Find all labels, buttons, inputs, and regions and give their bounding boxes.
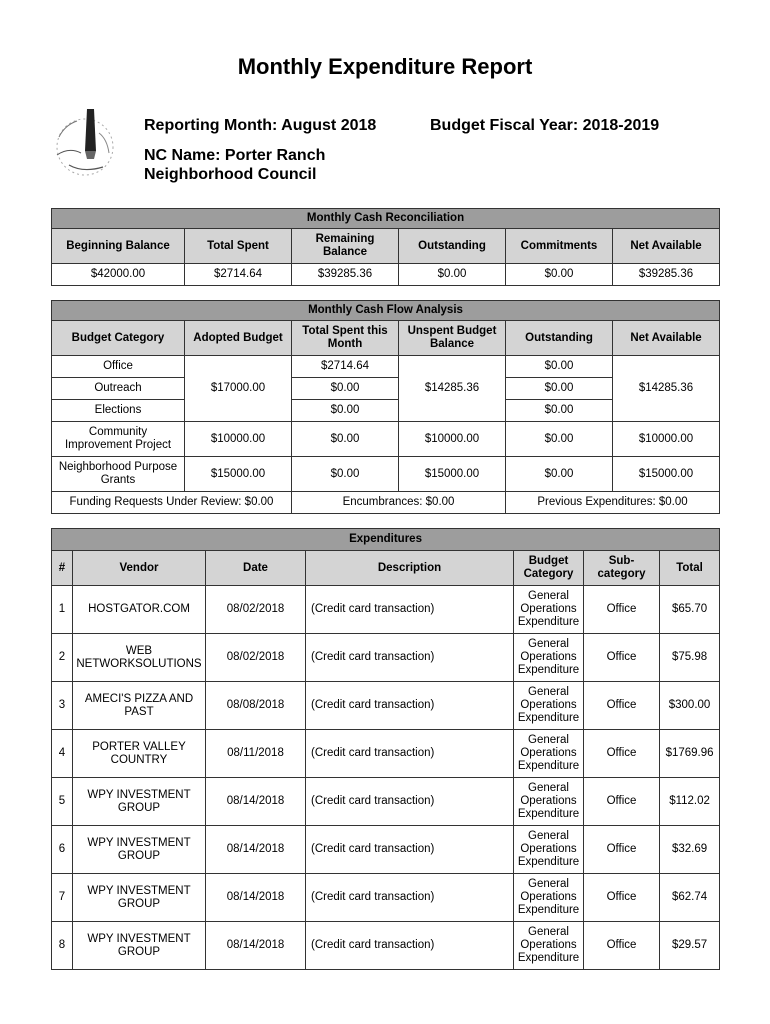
net-available: $14285.36: [613, 356, 720, 422]
date: 08/08/2018: [206, 682, 306, 730]
reconciliation-header: Commitments: [506, 229, 613, 264]
row-number: 3: [52, 682, 73, 730]
cash-flow-header: Budget Category: [52, 321, 185, 356]
reconciliation-header: Outstanding: [399, 229, 506, 264]
outstanding-value: $0.00: [399, 264, 506, 286]
spent-this-month: $0.00: [292, 422, 399, 457]
spent-this-month: $0.00: [292, 378, 399, 400]
expenditures-header: Sub-category: [584, 551, 660, 586]
sub-category: Office: [584, 778, 660, 826]
remaining-balance-value: $39285.36: [292, 264, 399, 286]
table-row: [52, 730, 720, 778]
date: 08/02/2018: [206, 586, 306, 634]
expenditures-header: Budget Category: [514, 551, 584, 586]
budget-category: General Operations Expenditure: [514, 682, 584, 730]
outstanding: $0.00: [506, 378, 613, 400]
spent-this-month: $0.00: [292, 400, 399, 422]
spent-this-month: $2714.64: [292, 356, 399, 378]
outstanding: $0.00: [506, 457, 613, 492]
description: (Credit card transaction): [306, 922, 514, 970]
reconciliation-header: Total Spent: [185, 229, 292, 264]
description: (Credit card transaction): [306, 826, 514, 874]
expenditures-caption: Expenditures: [52, 529, 720, 551]
funding-requests: Funding Requests Under Review: $0.00: [52, 492, 292, 514]
row-number: 2: [52, 634, 73, 682]
adopted-budget: $10000.00: [185, 422, 292, 457]
unspent-balance: $14285.36: [399, 356, 506, 422]
sub-category: Office: [584, 634, 660, 682]
vendor: WPY INVESTMENT GROUP: [73, 922, 206, 970]
net-available: $15000.00: [613, 457, 720, 492]
cash-flow-header: Net Available: [613, 321, 720, 356]
total: $1769.96: [660, 730, 720, 778]
city-clerk-seal-logo: [47, 103, 127, 183]
adopted-budget: $17000.00: [185, 356, 292, 422]
budget-category: Neighborhood Purpose Grants: [52, 457, 185, 492]
total: $75.98: [660, 634, 720, 682]
sub-category: Office: [584, 586, 660, 634]
net-available: $10000.00: [613, 422, 720, 457]
description: (Credit card transaction): [306, 682, 514, 730]
total: $65.70: [660, 586, 720, 634]
budget-category: General Operations Expenditure: [514, 586, 584, 634]
reconciliation-caption: Monthly Cash Reconciliation: [52, 209, 720, 229]
cash-flow-header: Unspent Budget Balance: [399, 321, 506, 356]
description: (Credit card transaction): [306, 874, 514, 922]
total: $29.57: [660, 922, 720, 970]
date: 08/14/2018: [206, 874, 306, 922]
total: $112.02: [660, 778, 720, 826]
table-row: [52, 826, 720, 874]
expenditures-header: Date: [206, 551, 306, 586]
table-row: [52, 682, 720, 730]
cash-flow-table: [51, 300, 720, 514]
budget-category: General Operations Expenditure: [514, 634, 584, 682]
date: 08/14/2018: [206, 778, 306, 826]
expenditures-header: Total: [660, 551, 720, 586]
encumbrances: Encumbrances: $0.00: [292, 492, 506, 514]
unspent-balance: $10000.00: [399, 422, 506, 457]
budget-category: Elections: [52, 400, 185, 422]
reconciliation-header: Remaining Balance: [292, 229, 399, 264]
expenditures-rows: [52, 586, 720, 970]
date: 08/14/2018: [206, 922, 306, 970]
table-row: [52, 874, 720, 922]
vendor: HOSTGATOR.COM: [73, 586, 206, 634]
expenditures-header: Vendor: [73, 551, 206, 586]
vendor: WEB NETWORKSOLUTIONS: [73, 634, 206, 682]
sub-category: Office: [584, 682, 660, 730]
cash-reconciliation-table: [51, 208, 720, 286]
budget-category: General Operations Expenditure: [514, 874, 584, 922]
total: $62.74: [660, 874, 720, 922]
adopted-budget: $15000.00: [185, 457, 292, 492]
row-number: 6: [52, 826, 73, 874]
outstanding: $0.00: [506, 356, 613, 378]
description: (Credit card transaction): [306, 634, 514, 682]
total-spent-value: $2714.64: [185, 264, 292, 286]
table-row: [52, 778, 720, 826]
vendor: WPY INVESTMENT GROUP: [73, 778, 206, 826]
nc-name: NC Name: Porter Ranch Neighborhood Council: [144, 147, 326, 183]
description: (Credit card transaction): [306, 730, 514, 778]
unspent-balance: $15000.00: [399, 457, 506, 492]
commitments-value: $0.00: [506, 264, 613, 286]
row-number: 1: [52, 586, 73, 634]
previous-expenditures: Previous Expenditures: $0.00: [506, 492, 720, 514]
vendor: PORTER VALLEY COUNTRY: [73, 730, 206, 778]
date: 08/02/2018: [206, 634, 306, 682]
cash-flow-header: Outstanding: [506, 321, 613, 356]
vendor: AMECI'S PIZZA AND PAST: [73, 682, 206, 730]
total: $300.00: [660, 682, 720, 730]
row-number: 4: [52, 730, 73, 778]
budget-category: General Operations Expenditure: [514, 826, 584, 874]
expenditures-header: Description: [306, 551, 514, 586]
budget-category: Outreach: [52, 378, 185, 400]
budget-category: General Operations Expenditure: [514, 778, 584, 826]
date: 08/11/2018: [206, 730, 306, 778]
budget-category: Community Improvement Project: [52, 422, 185, 457]
row-number: 7: [52, 874, 73, 922]
row-number: 5: [52, 778, 73, 826]
outstanding: $0.00: [506, 422, 613, 457]
table-row: [52, 922, 720, 970]
description: (Credit card transaction): [306, 778, 514, 826]
fiscal-year: Budget Fiscal Year: 2018-2019: [430, 117, 660, 134]
vendor: WPY INVESTMENT GROUP: [73, 874, 206, 922]
date: 08/14/2018: [206, 826, 306, 874]
spent-this-month: $0.00: [292, 457, 399, 492]
net-available-value: $39285.36: [613, 264, 720, 286]
expenditures-header: #: [52, 551, 73, 586]
cash-flow-header: Total Spent this Month: [292, 321, 399, 356]
budget-category: General Operations Expenditure: [514, 922, 584, 970]
budget-category: General Operations Expenditure: [514, 730, 584, 778]
sub-category: Office: [584, 922, 660, 970]
sub-category: Office: [584, 826, 660, 874]
reconciliation-header: Net Available: [613, 229, 720, 264]
table-row: [52, 586, 720, 634]
expenditures-table: [51, 528, 720, 970]
sub-category: Office: [584, 874, 660, 922]
cash-flow-header: Adopted Budget: [185, 321, 292, 356]
vendor: WPY INVESTMENT GROUP: [73, 826, 206, 874]
cash-flow-caption: Monthly Cash Flow Analysis: [52, 301, 720, 321]
description: (Credit card transaction): [306, 586, 514, 634]
budget-category: Office: [52, 356, 185, 378]
outstanding: $0.00: [506, 400, 613, 422]
reporting-month: Reporting Month: August 2018: [144, 117, 377, 134]
row-number: 8: [52, 922, 73, 970]
total: $32.69: [660, 826, 720, 874]
beginning-balance-value: $42000.00: [52, 264, 185, 286]
sub-category: Office: [584, 730, 660, 778]
table-row: [52, 634, 720, 682]
reconciliation-header: Beginning Balance: [52, 229, 185, 264]
report-title: Monthly Expenditure Report: [237, 54, 533, 79]
